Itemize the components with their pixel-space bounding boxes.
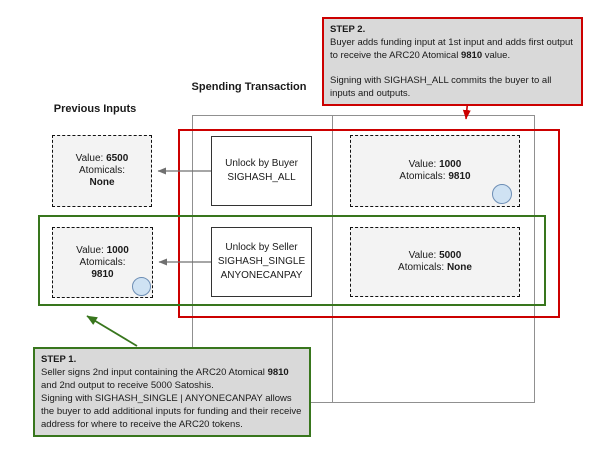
previous-input-2-atomicals-value: 9810 xyxy=(91,268,114,280)
step2-title: STEP 2. xyxy=(330,24,366,35)
previous-input-box-1 xyxy=(52,135,152,207)
unlock-seller-line3: ANYONECANPAY xyxy=(220,270,303,281)
unlock-by-seller-box xyxy=(211,227,312,297)
unlock-seller-line1: Unlock by Seller xyxy=(225,242,298,253)
unlock-seller-line2: SIGHASH_SINGLE xyxy=(217,256,306,267)
spending-transaction-heading: Spending Transaction xyxy=(191,81,307,93)
previous-input-2-value: Value: 1000 xyxy=(76,244,129,256)
unlock-buyer-line1: Unlock by Buyer xyxy=(225,158,298,169)
previous-inputs-heading: Previous Inputs xyxy=(53,103,137,115)
step1-paragraph-2: Signing with SIGHASH_SINGLE | ANYONECANPAY allows the buyer to add additional inputs for funding and their receive address for where to receive the ARC20 tokens. xyxy=(41,393,302,430)
output-box-2 xyxy=(350,227,520,297)
output-1-value: Value: 1000 xyxy=(408,159,462,170)
arc20-token-circle-output xyxy=(492,184,512,204)
previous-input-1-value: Value: 6500 xyxy=(75,153,129,164)
output-1-atomicals: Atomicals: 9810 xyxy=(399,171,471,182)
previous-input-1-atomicals-value: None xyxy=(89,177,115,188)
step2-paragraph-1: Buyer adds funding input at 1st input and adds first output to receive the ARC20 Atomical 9810 value. xyxy=(330,37,573,61)
unlock-buyer-line2: SIGHASH_ALL xyxy=(227,172,296,183)
previous-input-1-atomicals-label: Atomicals: xyxy=(78,165,126,176)
arc20-token-circle-input xyxy=(132,277,151,296)
step1-arrow xyxy=(87,316,137,346)
unlock-by-buyer-box xyxy=(211,136,312,206)
step1-paragraph-1: Seller signs 2nd input containing the ARC20 Atomical 9810 and 2nd output to receive 5000 Satoshis. xyxy=(41,367,289,391)
step1-title: STEP 1. xyxy=(41,354,77,365)
output-2-value: Value: 5000 xyxy=(408,250,462,261)
step1-callout xyxy=(33,347,311,437)
previous-input-2-atomicals-label: Atomicals: xyxy=(79,256,126,268)
step2-callout xyxy=(322,17,583,106)
step2-paragraph-2: Signing with SIGHASH_ALL commits the buyer to all inputs and outputs. xyxy=(330,75,552,99)
output-2-atomicals: Atomicals: None xyxy=(398,262,472,273)
